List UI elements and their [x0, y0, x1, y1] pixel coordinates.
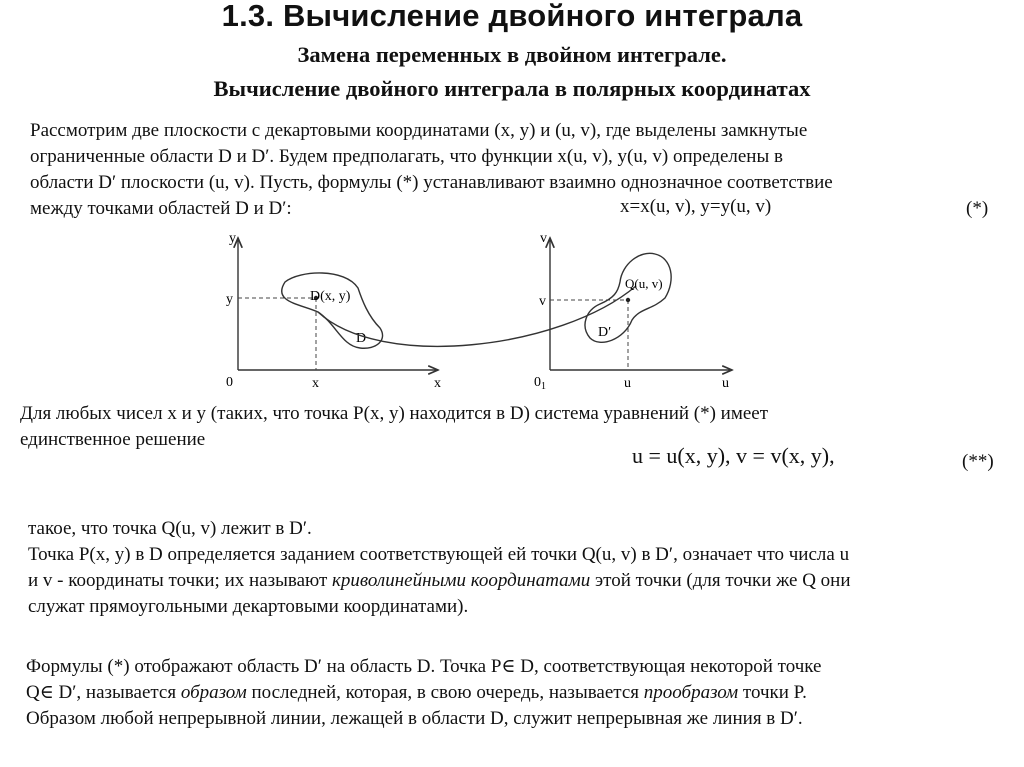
formula-tag-2: (**): [962, 451, 994, 472]
formula-tag-1: (*): [966, 198, 989, 219]
intro-line: ограниченные области D и D′. Будем предполагать, что функции x(u, v), y(u, v) определены в: [30, 146, 783, 167]
right-v-axis-label: v: [540, 231, 547, 246]
paragraph-4-line: Образом любой непрерывной линии, лежащей в области D, служит непрерывная же линия в D′.: [26, 708, 803, 729]
paragraph-3-line: Точка P(x, y) в D определяется заданием соответствующей ей точки Q(u, v) в D′, означает что числа u: [28, 544, 850, 565]
formula-uv: u = u(x, y), v = v(x, y),: [632, 443, 835, 468]
right-origin-label: $0_1$: [534, 375, 546, 392]
paragraph-4-line: Q∈ D′, называется образом последней, которая, в свою очередь, называется прообразом точки P.: [26, 682, 807, 703]
paragraph-3-line: такое, что точка Q(u, v) лежит в D′.: [28, 518, 312, 539]
tick-y-label: y: [226, 292, 233, 307]
tick-u-label: u: [624, 376, 631, 391]
paragraph-3-line: служат прямоугольными декартовыми координатами).: [28, 596, 469, 617]
term-image: образом: [180, 682, 247, 703]
slide-subtitle-1: Замена переменных в двойном интеграле.: [297, 42, 727, 67]
point-q: [626, 298, 630, 302]
paragraph-3: [28, 516, 851, 620]
term-curvilinear: криволинейными координатами: [332, 570, 591, 591]
left-origin-label: 0: [226, 375, 233, 390]
term-preimage: прообразом: [643, 682, 739, 703]
slide-subtitle-2: Вычисление двойного интеграла в полярных координатах: [213, 76, 811, 101]
paragraph-3-line: и v - координаты точки; их называют криволинейными координатами этой точки (для точки же Q они: [28, 570, 851, 591]
left-plot: [226, 231, 441, 391]
paragraph-2-line: Для любых чисел x и y (таких, что точка P(x, y) находится в D) система уравнений (*) имеет: [20, 403, 769, 424]
paragraph-2-line: единственное решение: [20, 429, 206, 450]
left-x-axis-label: x: [434, 376, 441, 391]
right-u-axis-label: u: [722, 376, 729, 391]
mapping-figure: [0, 220, 1024, 400]
paragraph-4: [26, 654, 821, 732]
intro-line: между точками областей D и D′:: [30, 198, 292, 219]
right-plot: [534, 231, 732, 392]
intro-line: области D′ плоскости (u, v). Пусть, формулы (*) устанавливают взаимно однозначное соответствие: [30, 172, 833, 193]
left-y-axis-label: y: [229, 231, 236, 246]
intro-line: Рассмотрим две плоскости с декартовыми координатами (x, y) и (u, v), где выделены замкнутые: [30, 120, 808, 141]
formula-xy: x=x(u, v), y=y(u, v): [620, 196, 772, 217]
tick-x-label: x: [312, 376, 319, 391]
region-d-label: D: [356, 331, 367, 346]
point-q-label: Q(u, v): [625, 276, 663, 291]
point-p-label: D(x, y): [310, 289, 351, 304]
paragraph-4-line: Формулы (*) отображают область D′ на область D. Точка P∈ D, соответствующая некоторой точке: [26, 656, 822, 677]
slide-title: 1.3. Вычисление двойного интеграла: [221, 0, 803, 33]
region-d-prime-label: D′: [598, 325, 612, 340]
tick-v-label: v: [539, 294, 546, 309]
mapping-curve: [318, 286, 636, 346]
